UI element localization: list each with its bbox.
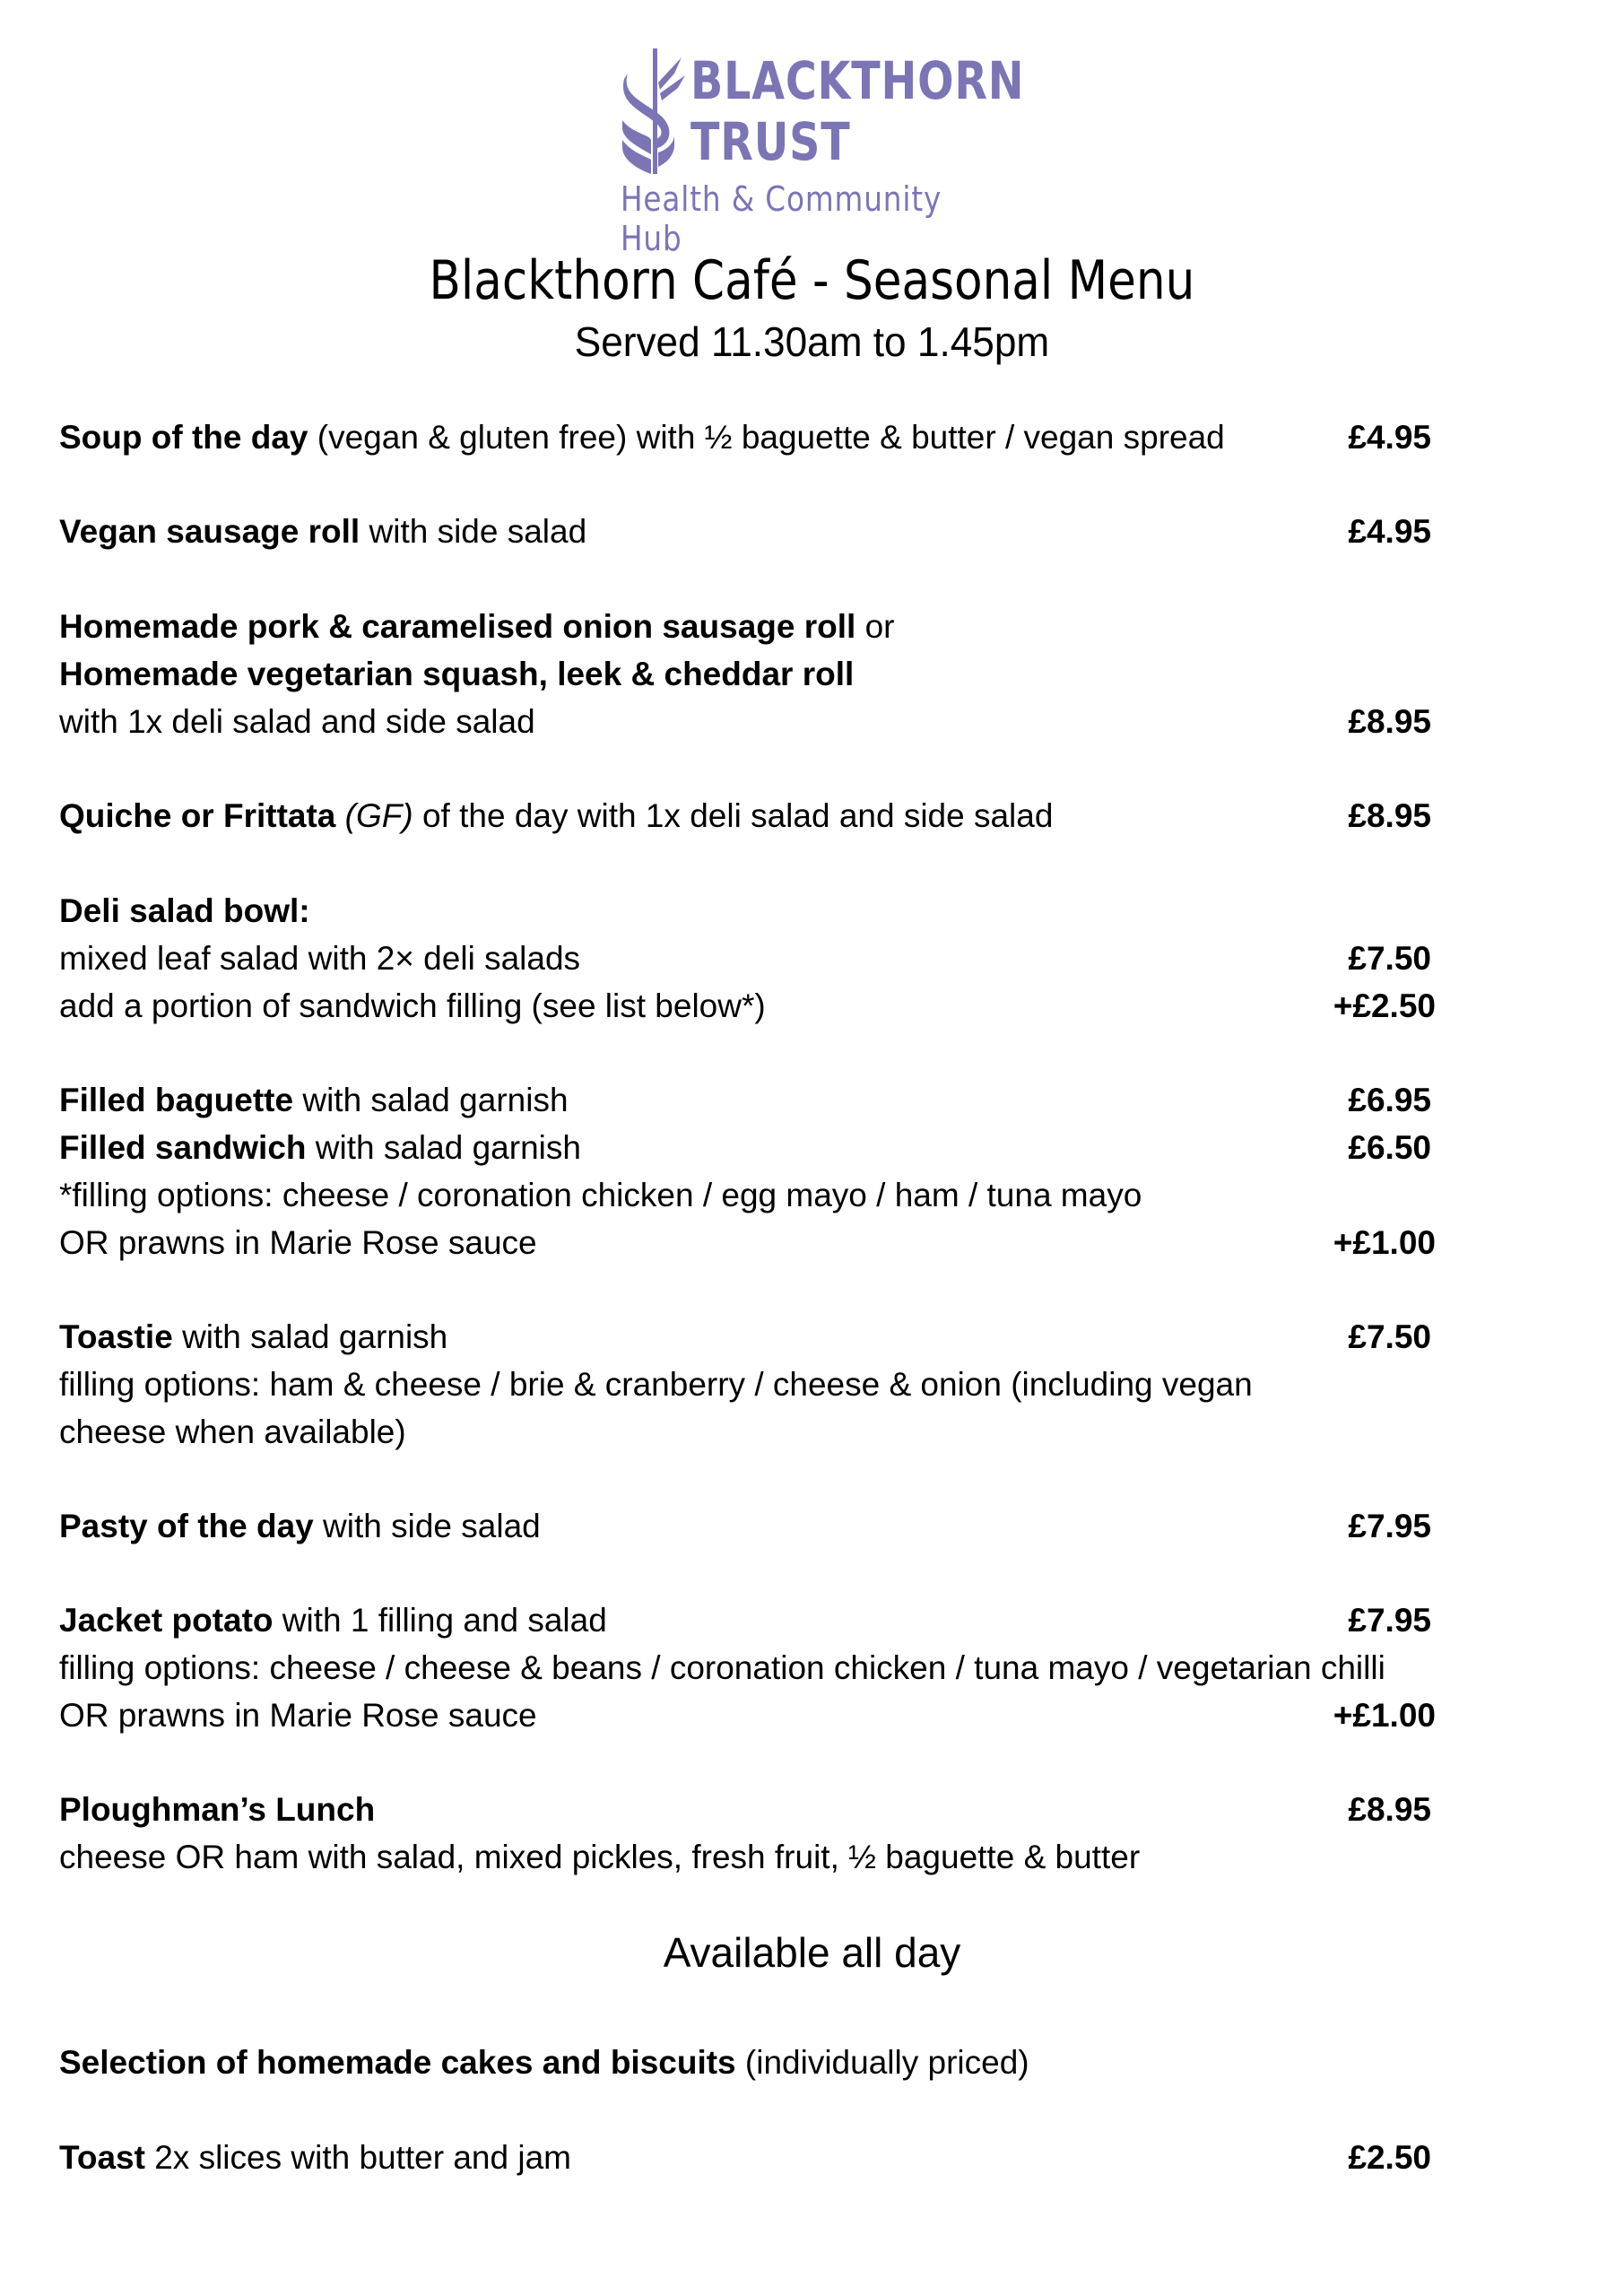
- filling-options-cont: cheese when available): [59, 1413, 406, 1450]
- item-desc: (vegan & gluten free) with ½ baguette & butter / vegan spread: [308, 419, 1225, 456]
- menu-item-vegan-sausage-roll: [59, 512, 586, 552]
- addon-price: +£1.00: [1333, 1697, 1436, 1734]
- item-name: Quiche or Frittata: [59, 797, 336, 834]
- service-hours: Served 11.30am to 1.45pm: [574, 318, 1050, 365]
- item-name: Vegan sausage roll: [59, 513, 360, 550]
- blackthorn-trust-logo: [619, 47, 1025, 258]
- item-price: £7.50: [1348, 940, 1431, 977]
- item-name: Homemade pork & caramelised onion sausage roll: [59, 608, 856, 645]
- menu-title: Blackthorn Café - Seasonal Menu: [429, 249, 1195, 312]
- item-price: £8.95: [1348, 703, 1431, 740]
- item-name: Deli salad bowl:: [59, 892, 310, 929]
- item-name: Filled sandwich: [59, 1129, 307, 1166]
- item-desc: of the day with 1x deli salad and side salad: [413, 797, 1054, 834]
- logo-text-blackthorn: BLACKTHORN: [690, 50, 1025, 111]
- item-price: £6.50: [1348, 1129, 1431, 1166]
- menu-item-filled-baguette: [59, 1081, 569, 1120]
- menu-item-toastie: [59, 1318, 447, 1357]
- addon-price: +£1.00: [1333, 1224, 1436, 1261]
- item-or: or: [855, 608, 895, 645]
- addon-price: +£2.50: [1333, 987, 1436, 1024]
- item-price: £8.95: [1348, 1791, 1431, 1828]
- item-price: £7.95: [1348, 1602, 1431, 1639]
- item-desc: with salad garnish: [306, 1129, 581, 1166]
- item-price: £7.95: [1348, 1508, 1431, 1544]
- menu-item-deli-salad-bowl: [59, 891, 310, 931]
- item-desc: (individually priced): [735, 2044, 1029, 2081]
- menu-item-jacket-potato: [59, 1601, 607, 1640]
- menu-item-homemade-roll: [59, 607, 894, 647]
- item-name: Filled baguette: [59, 1082, 294, 1118]
- item-name: Toastie: [59, 1318, 173, 1355]
- item-addon: add a portion of sandwich filling (see list below*): [59, 987, 766, 1024]
- item-desc: with 1 filling and salad: [273, 1602, 607, 1639]
- item-name: Ploughman’s Lunch: [59, 1791, 376, 1828]
- blackthorn-leaf-icon: [619, 47, 690, 181]
- menu-item-filled-sandwich: [59, 1128, 581, 1168]
- item-addon: OR prawns in Marie Rose sauce: [59, 1224, 537, 1261]
- item-desc: with salad garnish: [293, 1082, 569, 1118]
- item-dietary-note: (GF): [344, 797, 413, 834]
- item-desc: with salad garnish: [172, 1318, 448, 1355]
- menu-item-quiche: [59, 796, 1053, 836]
- logo-text-trust: TRUST: [690, 111, 851, 172]
- logo-tagline: Health & Community Hub: [621, 179, 942, 258]
- item-desc: mixed leaf salad with 2× deli salads: [59, 940, 581, 977]
- item-price: £7.50: [1348, 1318, 1431, 1355]
- item-desc: 2x slices with butter and jam: [144, 2139, 571, 2176]
- item-name: Toast: [59, 2139, 145, 2176]
- item-price: £2.50: [1348, 2139, 1431, 2176]
- item-price: £4.95: [1348, 419, 1431, 456]
- item-name: Homemade vegetarian squash, leek & cheddar roll: [59, 656, 855, 692]
- item-desc: with 1x deli salad and side salad: [59, 703, 535, 740]
- item-desc: with side salad: [313, 1508, 541, 1544]
- menu-item-soup: [59, 418, 1225, 457]
- menu-item-homemade-roll-alt: [59, 655, 854, 694]
- menu-item-pasty: [59, 1507, 541, 1546]
- item-name: Pasty of the day: [59, 1508, 314, 1544]
- item-desc: with side salad: [360, 513, 587, 550]
- menu-item-toast: [59, 2138, 571, 2178]
- item-desc: cheese OR ham with salad, mixed pickles, fresh fruit, ½ baguette & butter: [59, 1839, 1141, 1875]
- item-name: Soup of the day: [59, 419, 308, 456]
- menu-item-ploughmans: [59, 1790, 375, 1830]
- filling-options: *filling options: cheese / coronation chicken / egg mayo / ham / tuna mayo: [59, 1177, 1142, 1213]
- item-price: £6.95: [1348, 1082, 1431, 1118]
- item-name: Jacket potato: [59, 1602, 274, 1639]
- item-name: Selection of homemade cakes and biscuits: [59, 2044, 736, 2081]
- item-price: £4.95: [1348, 513, 1431, 550]
- item-addon: OR prawns in Marie Rose sauce: [59, 1697, 537, 1734]
- all-day-heading: Available all day: [663, 1929, 961, 1976]
- filling-options: filling options: cheese / cheese & beans / coronation chicken / tuna mayo / vegetarian chilli: [59, 1649, 1385, 1686]
- filling-options: filling options: ham & cheese / brie & cranberry / cheese & onion (including vegan: [59, 1366, 1253, 1403]
- menu-item-cakes: [59, 2043, 1029, 2083]
- item-price: £8.95: [1348, 797, 1431, 834]
